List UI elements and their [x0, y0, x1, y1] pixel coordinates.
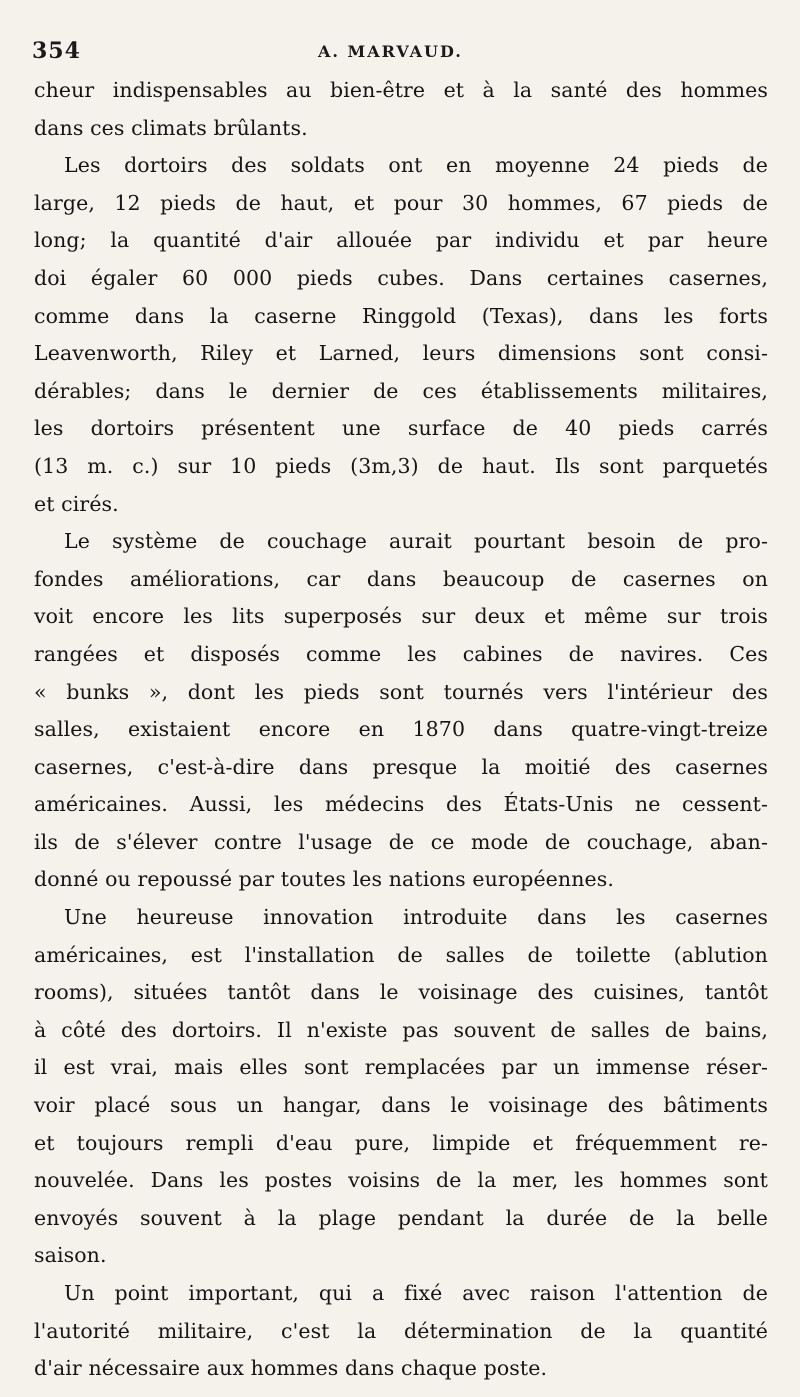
- text-line: Les dortoirs des soldats ont en moyenne 24 pieds de: [64, 153, 768, 178]
- body-text: [34, 72, 768, 1388]
- text-line: ils de s'élever contre l'usage de ce mode de couchage, aban-: [34, 829, 768, 854]
- text-line: large, 12 pieds de haut, et pour 30 hommes, 67 pieds de: [34, 190, 768, 215]
- paragraph-3: [34, 523, 768, 899]
- text-line: d'air nécessaire aux hommes dans chaque poste.: [34, 1356, 548, 1381]
- text-line: nouvelée. Dans les postes voisins de la mer, les hommes sont: [34, 1168, 768, 1193]
- text-line: l'autorité militaire, c'est la détermination de la quantité: [34, 1318, 768, 1343]
- text-line: dérables; dans le dernier de ces établissements militaires,: [34, 378, 768, 403]
- text-line: long; la quantité d'air allouée par individu et par heure: [34, 228, 768, 253]
- text-line: salles, existaient encore en 1870 dans quatre-vingt-treize: [34, 717, 768, 742]
- text-line: donné ou repoussé par toutes les nations européennes.: [34, 867, 614, 892]
- text-line: rangées et disposés comme les cabines de navires. Ces: [34, 641, 768, 666]
- text-line: (13 m. c.) sur 10 pieds (3m,3) de haut. Ils sont parquetés: [34, 453, 768, 478]
- text-line: Une heureuse innovation introduite dans les casernes: [64, 905, 768, 930]
- paragraph-5: [34, 1275, 768, 1388]
- text-line: comme dans la caserne Ringgold (Texas), dans les forts: [34, 303, 768, 328]
- text-line: fondes améliorations, car dans beaucoup de casernes on: [34, 566, 768, 591]
- text-line: il est vrai, mais elles sont remplacées par un immense réser-: [34, 1055, 768, 1080]
- page-header: [32, 38, 772, 68]
- text-line: dans ces climats brûlants.: [34, 115, 308, 140]
- text-line: voit encore les lits superposés sur deux et même sur trois: [34, 604, 768, 629]
- text-line: et cirés.: [34, 491, 119, 516]
- text-line: voir placé sous un hangar, dans le voisinage des bâtiments: [34, 1093, 768, 1118]
- text-line: rooms), situées tantôt dans le voisinage des cuisines, tantôt: [34, 980, 768, 1005]
- text-line: casernes, c'est-à-dire dans presque la moitié des casernes: [34, 754, 768, 779]
- text-line: américaines, est l'installation de salles de toilette (ablution: [34, 942, 768, 967]
- text-line: saison.: [34, 1243, 107, 1268]
- text-line: Le système de couchage aurait pourtant besoin de pro-: [64, 529, 768, 554]
- text-line: envoyés souvent à la plage pendant la durée de la belle: [34, 1205, 768, 1230]
- text-line: américaines. Aussi, les médecins des États-Unis ne cessent-: [34, 792, 768, 817]
- paragraph-4: [34, 899, 768, 1275]
- running-head: A. MARVAUD.: [318, 42, 463, 61]
- text-line: doi égaler 60 000 pieds cubes. Dans certaines casernes,: [34, 265, 768, 290]
- text-line: à côté des dortoirs. Il n'existe pas souvent de salles de bains,: [34, 1017, 768, 1042]
- text-line: Leavenworth, Riley et Larned, leurs dimensions sont consi-: [34, 341, 768, 366]
- text-line: les dortoirs présentent une surface de 40 pieds carrés: [34, 416, 768, 441]
- paragraph-1: [34, 72, 768, 147]
- text-line: cheur indispensables au bien-être et à la santé des hommes: [34, 78, 768, 102]
- text-line: et toujours rempli d'eau pure, limpide et fréquemment re-: [34, 1130, 768, 1155]
- text-line: Un point important, qui a fixé avec raison l'attention de: [64, 1281, 768, 1305]
- paragraph-2: [34, 147, 768, 523]
- page-number: 354: [32, 38, 81, 64]
- text-line: « bunks », dont les pieds sont tournés vers l'intérieur des: [34, 679, 768, 704]
